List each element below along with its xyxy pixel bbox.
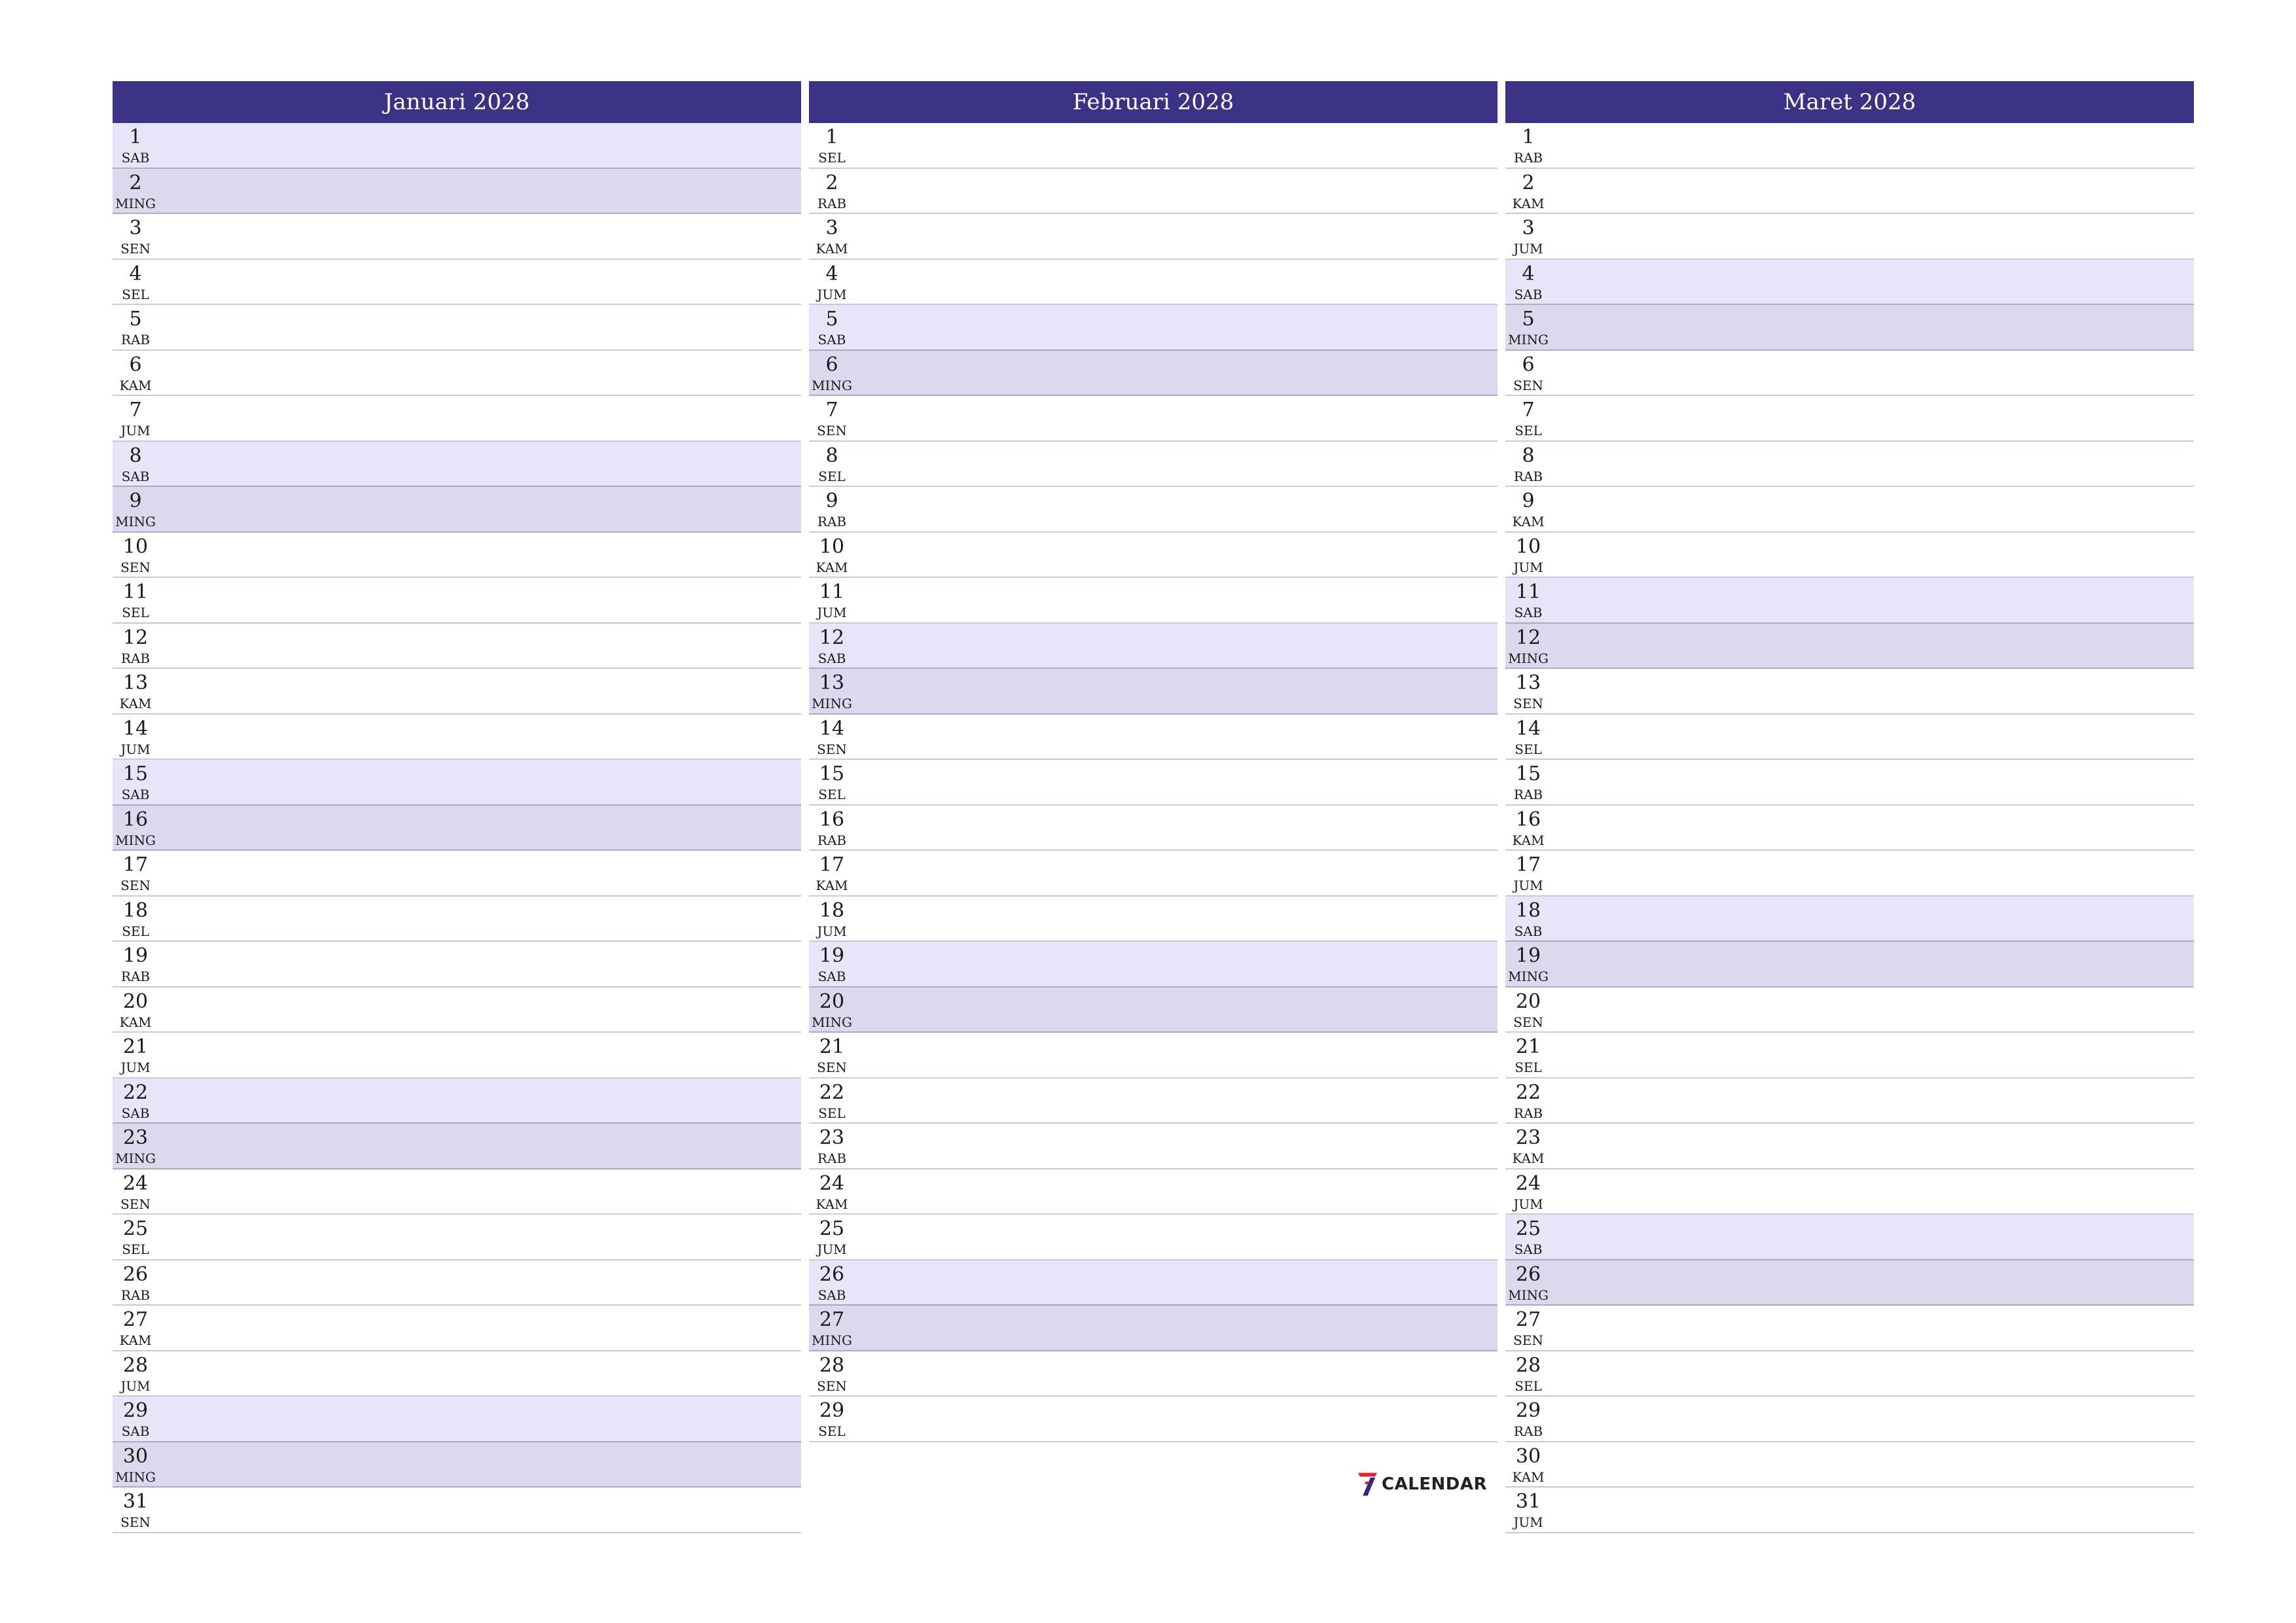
day-row — [809, 1306, 1498, 1351]
day-number: 13 — [122, 671, 149, 694]
day-number: 2 — [129, 171, 142, 194]
day-row — [113, 1215, 801, 1260]
day-number: 27 — [1515, 1308, 1541, 1331]
month-title: Februari 2028 — [809, 81, 1498, 123]
day-row — [1505, 1215, 2194, 1260]
day-row — [809, 942, 1498, 988]
day-row — [809, 624, 1498, 669]
day-number: 24 — [1515, 1171, 1541, 1195]
day-number: 15 — [819, 762, 845, 785]
day-row — [1505, 305, 2194, 351]
weekday-label: RAB — [1513, 1423, 1543, 1439]
day-number: 23 — [819, 1126, 845, 1149]
day-row — [809, 1124, 1498, 1169]
weekday-label: RAB — [1513, 150, 1543, 166]
day-number: 31 — [1515, 1490, 1541, 1513]
day-row — [113, 533, 801, 579]
day-number: 25 — [122, 1217, 149, 1240]
day-row — [113, 214, 801, 260]
day-row — [1505, 1124, 2194, 1169]
day-number: 27 — [122, 1308, 149, 1331]
weekday-label: SEN — [1513, 1332, 1543, 1348]
day-row — [113, 396, 801, 442]
day-row — [1505, 715, 2194, 760]
day-row — [113, 851, 801, 897]
day-number: 29 — [122, 1399, 149, 1422]
weekday-label: RAB — [120, 332, 151, 348]
day-number: 1 — [1522, 126, 1535, 149]
day-list — [809, 123, 1498, 1442]
day-row — [809, 715, 1498, 760]
day-row — [809, 851, 1498, 897]
day-row — [1505, 1306, 2194, 1351]
day-row — [1505, 396, 2194, 442]
day-number: 13 — [1515, 671, 1541, 694]
day-list — [1505, 123, 2194, 1533]
day-row — [113, 1033, 801, 1079]
weekday-label: SAB — [121, 787, 150, 802]
day-row — [113, 897, 801, 942]
day-row — [113, 624, 801, 669]
day-row — [113, 669, 801, 715]
weekday-label: JUM — [1513, 1196, 1543, 1212]
day-number: 5 — [1522, 308, 1535, 330]
day-row — [1505, 1079, 2194, 1124]
weekday-label: KAM — [1512, 1150, 1545, 1166]
weekday-label: SAB — [1514, 923, 1543, 939]
day-number: 9 — [825, 490, 838, 512]
day-row — [113, 715, 801, 760]
day-row — [113, 123, 801, 169]
day-row — [113, 169, 801, 215]
weekday-label: SEL — [1515, 1378, 1542, 1394]
day-number: 14 — [1515, 717, 1541, 740]
day-row — [1505, 942, 2194, 988]
day-row — [1505, 214, 2194, 260]
day-number: 28 — [122, 1353, 149, 1377]
day-row — [809, 578, 1498, 624]
day-row — [113, 1351, 801, 1397]
day-row — [113, 260, 801, 306]
day-row — [1505, 260, 2194, 306]
weekday-label: RAB — [120, 1287, 151, 1303]
weekday-label: MING — [115, 832, 156, 848]
weekday-label: SAB — [817, 650, 846, 666]
day-number: 10 — [1515, 535, 1541, 558]
logo-text: CALENDAR — [1381, 1474, 1487, 1494]
day-row — [1505, 988, 2194, 1033]
day-number: 11 — [819, 580, 845, 603]
day-number: 12 — [819, 626, 845, 649]
day-row — [113, 1079, 801, 1124]
day-row — [1505, 351, 2194, 397]
day-row — [113, 1488, 801, 1533]
day-row — [1505, 123, 2194, 169]
weekday-label: SEN — [120, 1196, 151, 1212]
day-row — [113, 1442, 801, 1488]
weekday-label: KAM — [1512, 514, 1545, 529]
weekday-label: RAB — [1513, 1105, 1543, 1121]
month-column-februari — [809, 81, 1498, 1442]
day-row — [1505, 1397, 2194, 1442]
day-number: 18 — [819, 899, 845, 922]
day-number: 8 — [825, 444, 838, 467]
day-number: 9 — [1522, 490, 1535, 512]
weekday-label: SEN — [1513, 1014, 1543, 1030]
weekday-label: SAB — [1514, 286, 1543, 302]
day-number: 12 — [122, 626, 149, 649]
day-number: 11 — [1515, 580, 1541, 603]
weekday-label: KAM — [816, 241, 848, 257]
day-number: 24 — [122, 1171, 149, 1195]
day-number: 8 — [1522, 444, 1535, 467]
day-row — [1505, 1351, 2194, 1397]
day-number: 3 — [825, 217, 838, 240]
day-row — [1505, 1488, 2194, 1533]
day-number: 21 — [819, 1035, 845, 1058]
day-number: 5 — [825, 308, 838, 330]
day-number: 30 — [122, 1444, 149, 1468]
day-row — [1505, 578, 2194, 624]
day-row — [809, 1215, 1498, 1260]
day-number: 1 — [825, 126, 838, 149]
day-row — [809, 1260, 1498, 1306]
day-number: 19 — [1515, 944, 1541, 967]
day-number: 20 — [122, 990, 149, 1013]
weekday-label: KAM — [119, 1014, 152, 1030]
weekday-label: SEN — [817, 1378, 847, 1394]
day-number: 12 — [1515, 626, 1541, 649]
weekday-label: SEL — [1515, 1060, 1542, 1075]
day-row — [809, 260, 1498, 306]
weekday-label: SEN — [1513, 696, 1543, 711]
day-number: 4 — [129, 262, 142, 285]
day-row — [809, 1033, 1498, 1079]
weekday-label: SEL — [818, 787, 846, 802]
weekday-label: RAB — [817, 514, 847, 529]
day-number: 16 — [122, 808, 149, 831]
day-row — [1505, 760, 2194, 806]
weekday-label: SAB — [1514, 1241, 1543, 1257]
weekday-label: SAB — [121, 150, 150, 166]
day-row — [1505, 442, 2194, 488]
day-row — [809, 760, 1498, 806]
weekday-label: MING — [812, 696, 852, 711]
day-row — [113, 442, 801, 488]
weekday-label: SAB — [121, 1423, 150, 1439]
day-number: 29 — [1515, 1399, 1541, 1422]
day-number: 18 — [122, 899, 149, 922]
weekday-label: JUM — [817, 286, 847, 302]
weekday-label: SEL — [818, 468, 846, 484]
day-number: 23 — [1515, 1126, 1541, 1149]
day-row — [809, 806, 1498, 851]
day-number: 2 — [825, 171, 838, 194]
weekday-label: KAM — [1512, 195, 1545, 211]
day-number: 4 — [825, 262, 838, 285]
day-number: 17 — [1515, 853, 1541, 876]
weekday-label: KAM — [1512, 832, 1545, 848]
weekday-label: SEN — [120, 1514, 151, 1530]
weekday-label: MING — [115, 1469, 156, 1485]
day-row — [809, 1397, 1498, 1442]
weekday-label: KAM — [119, 1332, 152, 1348]
weekday-label: SEL — [818, 1423, 846, 1439]
weekday-label: JUM — [817, 923, 847, 939]
weekday-label: KAM — [816, 878, 848, 893]
day-row — [809, 305, 1498, 351]
day-number: 9 — [129, 490, 142, 512]
weekday-label: MING — [812, 377, 852, 393]
day-row — [1505, 1442, 2194, 1488]
weekday-label: MING — [115, 195, 156, 211]
day-row — [1505, 897, 2194, 942]
day-row — [1505, 669, 2194, 715]
day-row — [809, 487, 1498, 533]
day-number: 21 — [122, 1035, 149, 1058]
weekday-label: JUM — [120, 1378, 151, 1394]
weekday-label: MING — [1508, 650, 1549, 666]
weekday-label: SAB — [817, 969, 846, 984]
weekday-label: RAB — [1513, 787, 1543, 802]
weekday-label: JUM — [817, 1241, 847, 1257]
weekday-label: SAB — [1514, 605, 1543, 620]
day-row — [809, 1351, 1498, 1397]
day-number: 16 — [819, 808, 845, 831]
weekday-label: MING — [115, 514, 156, 529]
weekday-label: RAB — [120, 969, 151, 984]
day-row — [809, 669, 1498, 715]
day-number: 18 — [1515, 899, 1541, 922]
weekday-label: JUM — [817, 605, 847, 620]
weekday-label: KAM — [816, 1196, 848, 1212]
weekday-label: SAB — [817, 1287, 846, 1303]
weekday-label: SEL — [122, 1241, 149, 1257]
month-column-januari — [113, 81, 801, 1533]
weekday-label: SEN — [120, 241, 151, 257]
weekday-label: JUM — [120, 1060, 151, 1075]
day-row — [113, 305, 801, 351]
day-number: 7 — [825, 399, 838, 421]
weekday-label: MING — [1508, 332, 1549, 348]
day-number: 7 — [129, 399, 142, 421]
weekday-label: JUM — [1513, 241, 1543, 257]
day-number: 21 — [1515, 1035, 1541, 1058]
day-number: 15 — [1515, 762, 1541, 785]
day-row — [1505, 624, 2194, 669]
day-number: 15 — [122, 762, 149, 785]
weekday-label: SEL — [122, 286, 149, 302]
day-list — [113, 123, 801, 1533]
day-row — [809, 1079, 1498, 1124]
weekday-label: SEN — [120, 878, 151, 893]
day-row — [113, 351, 801, 397]
weekday-label: KAM — [119, 696, 152, 711]
day-row — [809, 1169, 1498, 1215]
day-number: 19 — [122, 944, 149, 967]
day-row — [809, 351, 1498, 397]
weekday-label: SEL — [1515, 423, 1542, 438]
weekday-label: RAB — [817, 832, 847, 848]
weekday-label: SEN — [817, 1060, 847, 1075]
day-number: 14 — [122, 717, 149, 740]
weekday-label: SEN — [817, 423, 847, 438]
day-row — [113, 487, 801, 533]
day-number: 20 — [1515, 990, 1541, 1013]
day-row — [1505, 1033, 2194, 1079]
day-row — [1505, 851, 2194, 897]
day-number: 1 — [129, 126, 142, 149]
day-number: 19 — [819, 944, 845, 967]
day-number: 7 — [1522, 399, 1535, 421]
day-number: 16 — [1515, 808, 1541, 831]
day-row — [1505, 1169, 2194, 1215]
weekday-label: KAM — [1512, 1469, 1545, 1485]
day-number: 26 — [1515, 1262, 1541, 1286]
day-row — [809, 533, 1498, 579]
weekday-label: KAM — [816, 559, 848, 575]
day-number: 26 — [819, 1262, 845, 1286]
day-number: 4 — [1522, 262, 1535, 285]
day-row — [113, 1306, 801, 1351]
weekday-label: MING — [812, 1332, 852, 1348]
weekday-label: SAB — [817, 332, 846, 348]
day-number: 2 — [1522, 171, 1535, 194]
day-number: 22 — [1515, 1080, 1541, 1104]
day-row — [809, 214, 1498, 260]
day-row — [809, 123, 1498, 169]
day-number: 17 — [819, 853, 845, 876]
day-number: 27 — [819, 1308, 845, 1331]
brand-logo — [1356, 1466, 1487, 1503]
weekday-label: MING — [812, 1014, 852, 1030]
weekday-label: RAB — [817, 195, 847, 211]
day-row — [113, 1397, 801, 1442]
day-row — [113, 1124, 801, 1169]
day-row — [809, 442, 1498, 488]
day-number: 29 — [819, 1399, 845, 1422]
day-row — [113, 760, 801, 806]
day-number: 22 — [122, 1080, 149, 1104]
day-row — [113, 988, 801, 1033]
day-number: 23 — [122, 1126, 149, 1149]
day-row — [809, 396, 1498, 442]
weekday-label: MING — [1508, 1287, 1549, 1303]
weekday-label: SEN — [817, 741, 847, 757]
day-number: 30 — [1515, 1444, 1541, 1468]
weekday-label: SEL — [122, 923, 149, 939]
day-number: 6 — [1522, 353, 1535, 376]
day-number: 25 — [819, 1217, 845, 1240]
seven-calendar-logo-icon — [1356, 1466, 1379, 1503]
day-number: 25 — [1515, 1217, 1541, 1240]
weekday-label: RAB — [817, 1150, 847, 1166]
day-row — [1505, 487, 2194, 533]
weekday-label: SEN — [1513, 377, 1543, 393]
weekday-label: SEL — [818, 150, 846, 166]
day-number: 26 — [122, 1262, 149, 1286]
day-number: 28 — [819, 1353, 845, 1377]
day-number: 13 — [819, 671, 845, 694]
month-title: Maret 2028 — [1505, 81, 2194, 123]
day-row — [113, 942, 801, 988]
weekday-label: SEL — [122, 605, 149, 620]
weekday-label: RAB — [1513, 468, 1543, 484]
day-row — [809, 988, 1498, 1033]
weekday-label: JUM — [1513, 1514, 1543, 1530]
weekday-label: MING — [1508, 969, 1549, 984]
day-row — [113, 806, 801, 851]
day-row — [1505, 806, 2194, 851]
day-number: 31 — [122, 1490, 149, 1513]
day-number: 8 — [129, 444, 142, 467]
weekday-label: MING — [115, 1150, 156, 1166]
weekday-label: SAB — [121, 1105, 150, 1121]
day-number: 3 — [129, 217, 142, 240]
weekday-label: KAM — [119, 377, 152, 393]
weekday-label: RAB — [120, 650, 151, 666]
weekday-label: SEL — [1515, 741, 1542, 757]
weekday-label: JUM — [120, 423, 151, 438]
day-number: 11 — [122, 580, 149, 603]
day-row — [1505, 533, 2194, 579]
day-row — [809, 169, 1498, 215]
day-row — [113, 578, 801, 624]
day-number: 28 — [1515, 1353, 1541, 1377]
day-row — [809, 897, 1498, 942]
day-number: 6 — [129, 353, 142, 376]
weekday-label: JUM — [1513, 559, 1543, 575]
day-number: 24 — [819, 1171, 845, 1195]
day-number: 20 — [819, 990, 845, 1013]
weekday-label: JUM — [1513, 878, 1543, 893]
day-number: 5 — [129, 308, 142, 330]
day-number: 10 — [122, 535, 149, 558]
day-row — [1505, 169, 2194, 215]
weekday-label: SEN — [120, 559, 151, 575]
day-row — [113, 1260, 801, 1306]
day-number: 10 — [819, 535, 845, 558]
day-number: 22 — [819, 1080, 845, 1104]
weekday-label: JUM — [120, 741, 151, 757]
day-number: 14 — [819, 717, 845, 740]
day-number: 17 — [122, 853, 149, 876]
weekday-label: SEL — [818, 1105, 846, 1121]
weekday-label: SAB — [121, 468, 150, 484]
month-column-maret — [1505, 81, 2194, 1533]
day-number: 3 — [1522, 217, 1535, 240]
month-title: Januari 2028 — [113, 81, 801, 123]
day-row — [1505, 1260, 2194, 1306]
day-row — [113, 1169, 801, 1215]
day-number: 6 — [825, 353, 838, 376]
